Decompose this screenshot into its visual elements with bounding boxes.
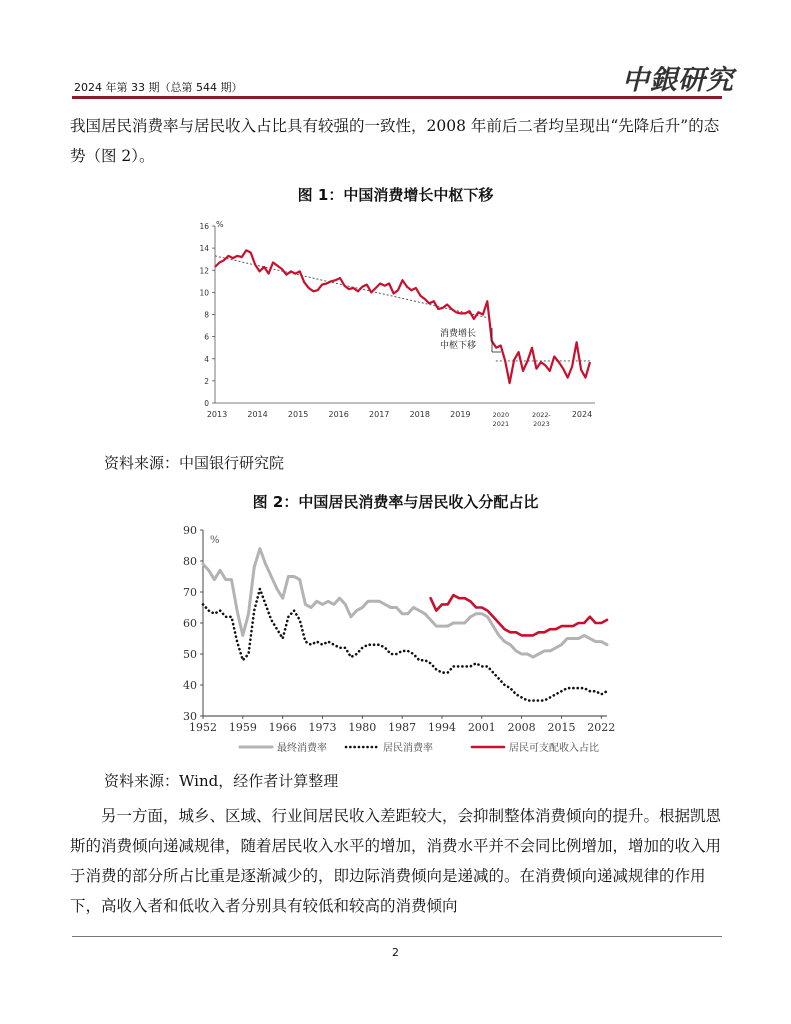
fig1-x-tick-label: 2020 xyxy=(492,411,510,419)
fig2-y-tick-label: 70 xyxy=(183,586,197,599)
figure-1-source: 资料来源：中国银行研究院 xyxy=(104,454,285,472)
fig2-y-tick-label: 50 xyxy=(183,648,197,661)
fig2-legend-label: 最终消费率 xyxy=(277,743,327,754)
fig1-annotation xyxy=(440,327,476,351)
fig2-y-tick-label: 60 xyxy=(183,617,197,630)
fig1-x-tick-label: 2017 xyxy=(369,410,390,419)
fig1-y-tick-label: 16 xyxy=(199,222,209,231)
fig1-annotation-line: 中枢下移 xyxy=(440,341,477,351)
fig2-x-tick-label: 1980 xyxy=(348,721,377,734)
fig1-series-line xyxy=(215,250,590,383)
page-number: 2 xyxy=(392,946,399,959)
fig1-x-tick-label: 2014 xyxy=(247,410,268,419)
fig2-y-tick-label: 90 xyxy=(183,524,197,537)
fig2-x-tick-label: 1994 xyxy=(427,721,456,734)
footer-divider xyxy=(72,936,722,937)
fig2-x-tick-label: 2008 xyxy=(507,721,536,734)
fig2-y-tick-label: 40 xyxy=(183,679,197,692)
fig2-y-tick-label: 30 xyxy=(183,710,197,723)
figure-1-chart xyxy=(195,210,615,445)
fig2-x-tick-label: 1952 xyxy=(189,721,217,734)
fig2-x-tick-label: 2022 xyxy=(587,721,616,734)
fig2-x-tick-label: 1987 xyxy=(388,721,417,734)
fig1-x-tick-label: 2013 xyxy=(206,410,228,419)
fig1-unit-label: % xyxy=(216,220,224,229)
fig2-series-line xyxy=(431,595,607,635)
fig1-y-tick-label: 14 xyxy=(199,244,209,254)
figure-1-title: 图 1：中国消费增长中枢下移 xyxy=(297,186,494,204)
figure-2-title: 图 2：中国居民消费率与居民收入分配占比 xyxy=(252,493,539,511)
fig1-annotation-line: 消费增长 xyxy=(440,329,477,339)
logo: 中銀研究 xyxy=(622,65,734,96)
fig2-x-tick-label: 1973 xyxy=(308,721,337,734)
fig1-x-tick-label: 2019 xyxy=(450,410,471,419)
fig1-x-tick-label: 2016 xyxy=(328,410,349,419)
fig2-legend-label: 居民消费率 xyxy=(383,743,433,754)
fig1-y-tick-label: 8 xyxy=(204,310,209,320)
figure-2-chart xyxy=(170,518,620,763)
fig1-y-tick-label: 12 xyxy=(199,266,209,276)
fig1-y-tick-label: 4 xyxy=(204,354,209,364)
fig2-y-tick-label: 80 xyxy=(183,555,197,568)
fig2-series-line xyxy=(203,589,607,701)
figure-2-source: 资料来源：Wind，经作者计算整理 xyxy=(104,772,339,790)
fig1-x-tick-label: 2015 xyxy=(287,410,309,419)
fig1-x-tick-label: 2021 xyxy=(492,420,510,428)
fig1-x-tick-label: 2018 xyxy=(409,410,430,419)
fig1-y-tick-label: 6 xyxy=(204,332,209,342)
fig2-legend-label: 居民可支配收入占比 xyxy=(509,743,599,754)
fig2-x-tick-label: 1959 xyxy=(228,721,257,734)
fig2-unit-label: % xyxy=(210,535,220,546)
header-divider xyxy=(72,96,722,99)
fig2-series-line xyxy=(203,549,607,658)
fig1-x-tick-label: 2022- xyxy=(531,411,551,419)
fig1-y-tick-label: 10 xyxy=(199,288,209,298)
paragraph-2: 另一方面，城乡、区域、行业间居民收入差距较大，会抑制整体消费倾向的提升。根据凯恩斯的消费倾向递减规律，随着居民收入水平的增加，消费水平并不会同比例增加，增加的收入用于消费的部分所占比重是逐渐减少的，即边际消费倾向是递减的。在消费倾向递减规律的作用下，高收入者和低收入者分别具有较低和较高的消费倾向 xyxy=(70,807,722,915)
fig1-y-tick-label: 2 xyxy=(204,376,209,386)
paragraph-1: 我国居民消费率与居民收入占比具有较强的一致性，2008 年前后二者均呈现出“先降后升”的态势（图 2）。 xyxy=(70,117,720,165)
fig1-x-tick-label: 2024 xyxy=(571,410,593,419)
fig2-x-tick-label: 2015 xyxy=(547,721,576,734)
fig1-x-tick-label: 2023 xyxy=(533,420,550,428)
fig2-x-tick-label: 1966 xyxy=(268,721,297,734)
issue-label: 2024 年第 33 期（总第 544 期） xyxy=(74,81,243,94)
fig2-x-tick-label: 2001 xyxy=(467,721,496,734)
fig1-y-tick-label: 0 xyxy=(204,399,209,408)
